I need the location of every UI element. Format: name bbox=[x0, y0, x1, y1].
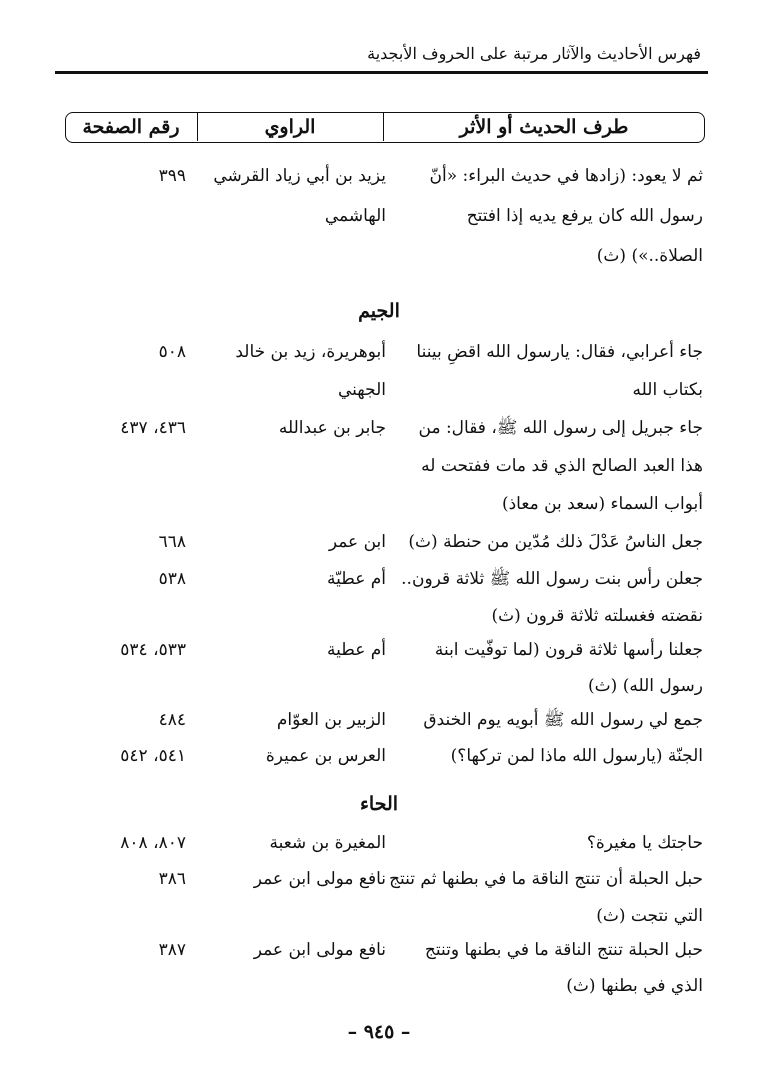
page-number: ٨٠٧، ٨٠٨ bbox=[120, 833, 186, 853]
page-number: ٦٦٨ bbox=[158, 532, 186, 552]
page-number: ٥٣٣، ٥٣٤ bbox=[120, 640, 186, 660]
page-number: ٣٨٦ bbox=[158, 869, 186, 889]
column-header bbox=[65, 112, 705, 143]
narrator-text: يزيد بن أبي زياد القرشي bbox=[213, 166, 386, 186]
hadith-text: الصلاة..») (ث) bbox=[596, 246, 703, 266]
running-head: فهرس الأحاديث والآثار مرتبة على الحروف الأبجدية bbox=[367, 44, 701, 63]
hadith-text: جاء جبريل إلى رسول الله ﷺ، فقال: من bbox=[418, 418, 703, 438]
narrator-text: المغيرة بن شعبة bbox=[269, 833, 386, 853]
hadith-text: رسول الله كان يرفع يديه إذا افتتح bbox=[466, 206, 703, 226]
hadith-text: أبواب السماء (سعد بن معاذ) bbox=[501, 494, 703, 514]
hadith-text: رسول الله) (ث) bbox=[588, 676, 703, 696]
page-number: ٥٣٨ bbox=[158, 569, 186, 589]
column-narrator-label: الراوي bbox=[197, 113, 384, 141]
hadith-text: نقضته فغسلته ثلاثة قرون (ث) bbox=[491, 606, 703, 626]
narrator-text: أم عطيّة bbox=[327, 569, 386, 589]
hadith-text: جعل الناسُ عَدْلَ ذلك مُدّين من حنطة (ث) bbox=[408, 532, 703, 552]
hadith-text: جعلنا رأسها ثلاثة قرون (لما توفّيت ابنة bbox=[434, 640, 703, 660]
hadith-text: حاجتك يا مغيرة؟ bbox=[586, 833, 703, 853]
narrator-text: الجهني bbox=[337, 380, 386, 400]
page-folio: – ٩٤٥ – bbox=[347, 1021, 411, 1043]
section-heading-jim: الجيم bbox=[358, 300, 400, 322]
hadith-text: هذا العبد الصالح الذي قد مات ففتحت له bbox=[421, 456, 703, 476]
page-number: ٣٨٧ bbox=[158, 940, 186, 960]
hadith-text: الذي في بطنها (ث) bbox=[566, 976, 703, 996]
hadith-text: حبل الحبلة أن تنتج الناقة ما في بطنها ثم تنتج bbox=[389, 869, 703, 889]
page-number: ٥٠٨ bbox=[158, 342, 186, 362]
hadith-text: الجنّة (يارسول الله ماذا لمن تركها؟) bbox=[450, 746, 703, 766]
narrator-text: العرس بن عميرة bbox=[265, 746, 386, 766]
hadith-text: ثم لا يعود: (زادها في حديث البراء: «أنّ bbox=[429, 166, 703, 186]
section-heading-ha: الحاء bbox=[359, 793, 399, 815]
narrator-text: نافع مولى ابن عمر bbox=[253, 940, 386, 960]
hadith-text: حبل الحبلة تنتج الناقة ما في بطنها وتنتج bbox=[424, 940, 703, 960]
narrator-text: نافع مولى ابن عمر bbox=[253, 869, 386, 889]
column-hadith-label: طرف الحديث أو الأثر bbox=[459, 116, 629, 138]
page-number: ٤٣٦، ٤٣٧ bbox=[120, 418, 186, 438]
header-rule bbox=[55, 71, 708, 74]
hadith-text: جعلن رأس بنت رسول الله ﷺ ثلاثة قرون.. bbox=[401, 569, 703, 589]
narrator-text: أبوهريرة، زيد بن خالد bbox=[235, 342, 386, 362]
narrator-text: الزبير بن العوّام bbox=[276, 710, 386, 730]
narrator-text: ابن عمر bbox=[328, 532, 386, 552]
hadith-text: جمع لي رسول الله ﷺ أبويه يوم الخندق bbox=[423, 710, 703, 730]
narrator-text: أم عطية bbox=[327, 640, 386, 660]
narrator-text: الهاشمي bbox=[324, 206, 386, 226]
hadith-text: جاء أعرابي، فقال: يارسول الله اقضِ بيننا bbox=[416, 342, 703, 362]
column-page-label: رقم الصفحة bbox=[65, 113, 198, 141]
page-number: ٤٨٤ bbox=[158, 710, 186, 730]
narrator-text: جابر بن عبدالله bbox=[278, 418, 386, 438]
page-number: ٣٩٩ bbox=[158, 166, 186, 186]
hadith-text: بكتاب الله bbox=[632, 380, 703, 400]
hadith-text: التي نتجت (ث) bbox=[596, 906, 703, 926]
page-number: ٥٤١، ٥٤٢ bbox=[120, 746, 186, 766]
